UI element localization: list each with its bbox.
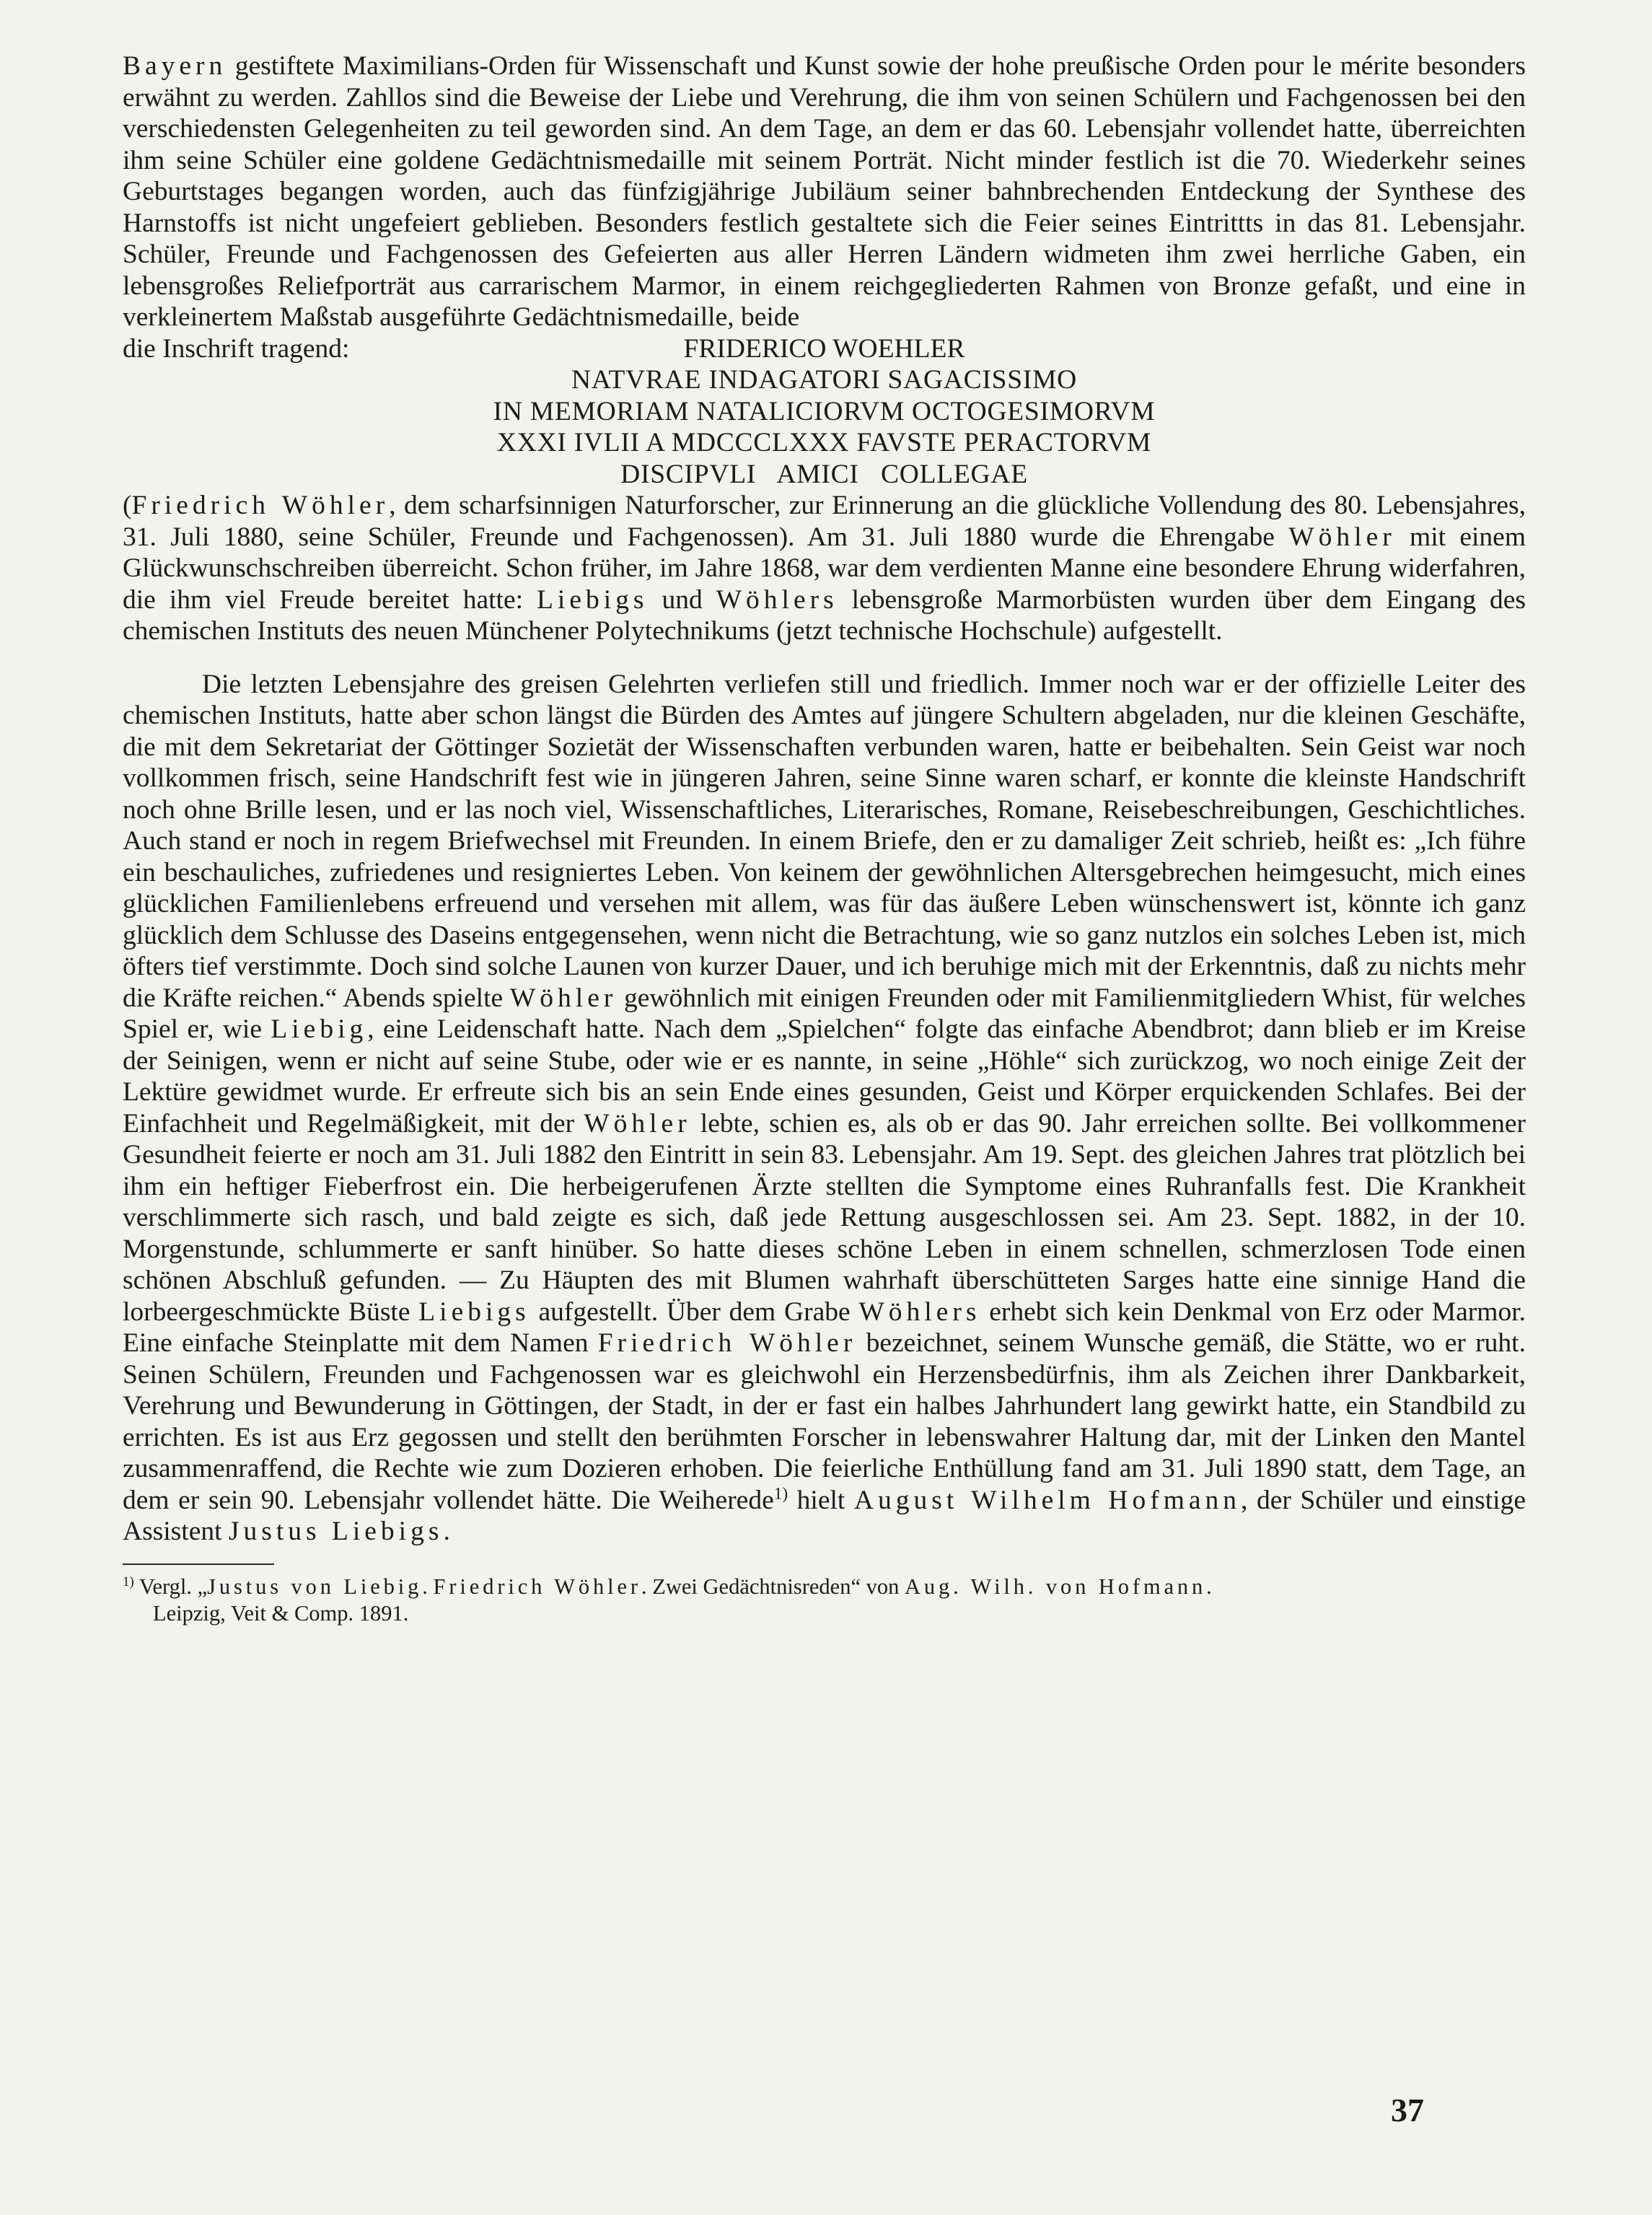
paragraph-2-text-1: Die letzten Lebensjahre des greisen Gelehrten verliefen still und friedlich. Immer noch war er der offizielle Leiter des chemischen Instituts, hatte aber schon längst die Bürden des Amtes auf jüngere Schultern abgeladen, nur die kleinen Geschäfte, die mit dem Sekretariat der Göttinger Sozietät der Wissenschaften verbunden waren, hatte er beibehalten. Sein Geist war noch vollkommen frisch, seine Handschrift fest wie in jüngeren Jahren, seine Sinne waren scharf, er konnte die kleinste Handschrift noch ohne Brille lesen, und er las noch viel, Wissenschaftliches, Literarisches, Romane, Reisebeschreibungen, Geschichtliches. Auch stand er noch in regem Briefwechsel mit Freunden. In einem Briefe, den er zu damaliger Zeit schrieb, heißt es: „Ich führe ein beschauliches, zufriedenes und resigniertes Leben. Von keinem der gewöhnlichen Altersgebrechen heimgesucht, mich eines glücklichen Familienlebens erfreuend und versehen mit allem, was für das äußere Leben wünschenswert ist, könnte ich ganz glücklich dem Schlusse des Daseins entgegensehen, wenn nicht die Betrachtung, wie so ganz nutzlos ein solches Leben ist, mich öfters tief verstimmte. Doch sind solche Launen von kurzer Dauer, und ich beruhige mich mit der Erkenntnis, daß zu nichts mehr die Kräfte reichen.“ Abends spielte [123, 669, 1526, 1013]
paragraph-2-text-7: bezeichnet, seinem Wunsche gemäß, die Stätte, wo er ruht. Seinen Schülern, Freunden und Fachgenossen war es gleichwohl ein Herzensbedürfnis, ihm als Zeichen ihrer Dankbarkeit, Verehrung und Bewunderung in Göttingen, der Stadt, in der er fast ein halbes Jahrhundert lang gewirkt hatte, ein Standbild zu errichten. Es ist aus Erz gegossen und stellt den berühmten Forscher in lebenswahrer Haltung dar, mit der Linken den Mantel zusammenraffend, die Rechte wie zum Dozieren erhoben. Die feierliche Enthüllung fand am 31. Juli 1890 statt, dem Tage, an dem er sein 90. Lebensjahr vollendet hätte. Die Weiherede [123, 1328, 1526, 1515]
paragraph-2-text-10: . [443, 1517, 450, 1546]
translation-text-1: , dem scharfsinnigen Naturforscher, zur Erinnerung an die glückliche Vollendung des 80. Lebensjahres, 31. Juli 1880, seine Schüler, Freunde und Fachgenossen). Am 31. Juli 1880 wurde die Ehrengabe [123, 491, 1526, 552]
translation-paragraph [123, 490, 1526, 647]
footnote-name-justus-von-liebig: Justus von Liebig [207, 1574, 423, 1599]
translation-text-4: lebensgroße Marmorbüsten wurden über dem Eingang des chemischen Instituts des neuen Münchener Polytechnikums (jetzt technische Hochschule) aufgestellt. [123, 584, 1526, 646]
inscription-line-2: NATVRAE INDAGATORI SAGACISSIMO [571, 365, 1077, 395]
translation-text-3: und [648, 584, 716, 615]
paragraph-2-text-9: , der Schüler und einstige Assistent [123, 1485, 1526, 1546]
name-woehler: Wöhler [1288, 522, 1396, 552]
footnote-name-hofmann: Aug. Wilh. von Hofmann [905, 1574, 1207, 1599]
name-woehlers: Wöhlers [716, 584, 838, 615]
paragraph-2-text-8: hielt [788, 1485, 854, 1515]
footnote-divider [123, 1563, 274, 1565]
paragraph-1-text: gestiftete Maximilians-Orden für Wissenschaft und Kunst sowie der hohe preußische Orden pour le mérite besonders erwähnt zu werden. Zahllos sind die Beweise der Liebe und Verehrung, die ihm von seinen Schülern und Fachgenossen bei den verschiedensten Gelegenheiten zu teil geworden sind. An dem Tage, an dem er das 60. Lebensjahr vollendet hatte, überreichten ihm seine Schüler eine goldene Gedächtnismedaille mit seinem Porträt. Nicht minder festlich ist die 70. Wiederkehr seines Geburtstages begangen worden, auch das fünfzigjährige Jubiläum seiner bahnbrechenden Entdeckung der Synthese des Harnstoffs ist nicht ungefeiert geblieben. Besonders festlich gestaltete sich die Feier seines Eintrittts in das 81. Lebensjahr. Schüler, Freunde und Fachgenossen des Gefeierten aus aller Herren Ländern widmeten ihm zwei herrliche Gaben, ein lebensgroßes Reliefporträt aus carrarischem Marmor, in einem reichgegliederten Rahmen von Bronze gefaßt, und eine in verkleinertem Maßstab ausgeführte Gedächtnismedaille, beide [123, 51, 1526, 332]
paragraph-2-text-4: lebte, schien es, als ob er das 90. Jahr erreichen sollte. Bei vollkommener Gesundheit feierte er noch am 31. Juli 1882 den Eintritt in sein 83. Lebensjahr. Am 19. Sept. des gleichen Jahres trat plötzlich bei ihm ein heftiger Fieberfrost ein. Die herbeigerufenen Ärzte stellten die Symptome eines Ruhranfalls fest. Die Krankheit verschlimmerte sich rasch, und bald zeigte es sich, daß jede Rettung ausgeschlossen sei. Am 23. Sept. 1882, in der 10. Morgenstunde, schlummerte er sanft hinüber. So hatte dieses schöne Leben in einem schnellen, schmerzlosen Tode einen schönen Abschluß gefunden. — Zu Häupten des mit Blumen wahrhaft überschütteten Sarges hatte eine sinnige Hand die lorbeergeschmückte Büste [123, 1108, 1526, 1327]
translation-open: ( [123, 491, 132, 520]
name-friedrich-woehler: Friedrich Wöhler [131, 491, 390, 520]
name-bayern: Bayern [123, 51, 227, 81]
inscription-line-3: IN MEMORIAM NATALICIORVM OCTOGESIMORVM [493, 396, 1156, 426]
footnote-name-friedrich-woehler: Friedrich Wöhler [433, 1574, 641, 1599]
inscription-line-5: DISCIPVLI AMICI COLLEGAE [620, 459, 1028, 489]
paragraph-2-text-3: , eine Leidenschaft hatte. Nach dem „Spielchen“ folgte das einfache Abendbrot; dann blieb er im Kreise der Seinigen, wenn er nicht auf seine Stube, oder wie er es nannte, in seine „Höhle“ sich zurückzog, wo noch einige Zeit der Lektüre gewidmet wurde. Er erfreute sich bis an sein Ende eines gesunden, Geist und Körper erquickenden Schlafes. Bei der Einfachheit und Regelmäßigkeit, mit der [123, 1014, 1526, 1139]
name-woehlers-2: Wöhlers [858, 1297, 981, 1327]
paragraph-2-text-2: gewöhnlich mit einigen Freunden oder mit Familienmitgliedern Whist, für welches Spiel er, wie [123, 983, 1526, 1044]
name-liebigs: Liebigs [537, 584, 649, 615]
name-justus-liebigs: Justus Liebigs [228, 1517, 444, 1546]
name-woehler-3: Wöhler [584, 1108, 691, 1139]
footnote-mark: 1) [123, 1574, 134, 1589]
inscription-line-4: XXXI IVLII A MDCCCLXXX FAVSTE PERACTORVM [496, 428, 1152, 457]
paragraph-2-text-5: aufgestellt. Über dem Grabe [530, 1297, 859, 1327]
footnote-text-1: Vergl. „ [133, 1574, 208, 1599]
page-number: 37 [1391, 2092, 1424, 2128]
footnote-text-4: . [1206, 1574, 1212, 1599]
name-liebig: Liebig [271, 1014, 368, 1044]
inscription-line-1: FRIDERICO WOEHLER [683, 333, 965, 364]
footnote-text-3: . Zwei Gedächtnisreden“ von [641, 1574, 905, 1599]
inscription-lead: die Inschrift tragend: [123, 333, 350, 364]
paragraph-2 [123, 669, 1526, 1548]
inscription-first-line [123, 333, 1526, 365]
footnote-publisher: Leipzig, Veit & Comp. 1891. [153, 1600, 409, 1626]
footnote-text-2: . [422, 1574, 434, 1599]
paragraph-2-text-6: erhebt sich kein Denkmal von Erz oder Marmor. Eine einfache Steinplatte mit dem Namen [123, 1297, 1526, 1358]
page-body [123, 51, 1526, 1627]
translation-text-2: mit einem Glückwunschschreiben überreicht. Schon früher, im Jahre 1868, war dem verdienten Manne eine besondere Ehrung widerfahren, die ihm viel Freude bereitet hatte: [123, 522, 1526, 615]
name-friedrich-woehler-2: Friedrich Wöhler [597, 1328, 857, 1358]
name-woehler-2: Wöhler [509, 983, 618, 1013]
footnote [123, 1574, 1526, 1627]
name-liebigs-2: Liebigs [418, 1297, 530, 1327]
footnote-reference[interactable]: 1) [773, 1484, 788, 1503]
name-august-wilhelm-hofmann: August Wilhelm Hofmann [853, 1485, 1242, 1515]
paragraph-1 [123, 51, 1526, 333]
medal-inscription [123, 333, 1526, 491]
